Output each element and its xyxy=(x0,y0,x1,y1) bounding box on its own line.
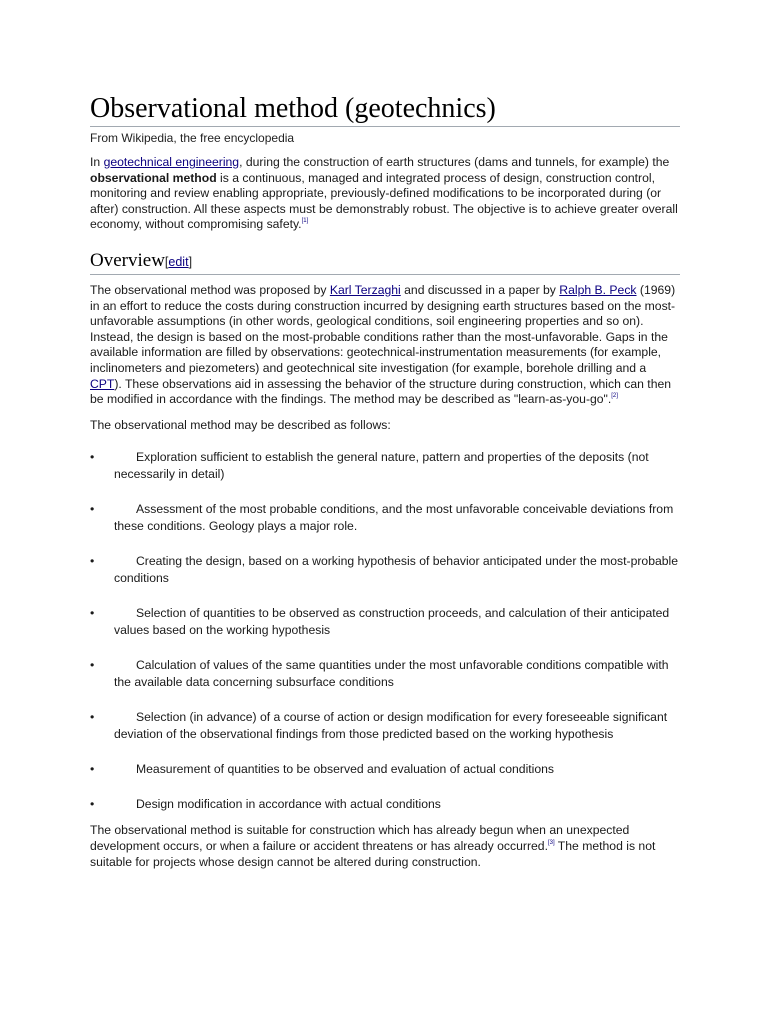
list-item-text: Exploration sufficient to establish the general nature, pattern and properties of the deposits (not necessarily in detail) xyxy=(114,450,649,482)
list-item-text: Design modification in accordance with actual conditions xyxy=(136,797,441,812)
overview-text-1: The observational method was proposed by xyxy=(90,282,330,297)
overview-text-2: and discussed in a paper by xyxy=(400,282,560,297)
overview-text-4: ). These observations aid in assessing the behavior of the structure during construction, which can then be modified in accordance with the findings. The method may be described as "learn-as-you-go". xyxy=(90,376,672,407)
list-item-text: Creating the design, based on a working hypothesis of behavior anticipated under the most-probable conditions xyxy=(114,554,679,586)
list-item-text: Assessment of the most probable conditions, and the most unfavorable conceivable deviations from these conditions. Geology plays a major role. xyxy=(114,502,674,534)
list-item xyxy=(90,761,680,778)
closing-paragraph xyxy=(90,823,680,870)
list-item xyxy=(90,553,680,587)
link-karl-terzaghi[interactable]: Karl Terzaghi xyxy=(329,282,401,297)
edit-link[interactable]: edit xyxy=(168,254,189,269)
bullet-icon: • xyxy=(90,762,95,777)
list-item-text: Calculation of values of the same quantities under the most unfavorable conditions compatible with the available data concerning subsurface conditions xyxy=(114,658,669,690)
bullet-icon: • xyxy=(90,710,95,725)
intro-text-2: , during the construction of earth structures (dams and tunnels, for example) the xyxy=(239,155,670,169)
intro-paragraph xyxy=(90,155,680,233)
steps-list xyxy=(90,449,680,813)
list-item xyxy=(90,449,680,483)
overview-text-3: (1969) in an effort to reduce the costs during construction incurred by designing earth structures based on the most-unfavorable assumptions (in other words, geological conditions, soil engineering properties and so on). Instead, the design is based on the most-probable conditions rather than the most-unfavorable. Gaps in the available information are filled by observations: geotechnical-instrumentation measurements (for example, inclinometers and piezometers) and geotechnical site investigation (for example, borehole drilling and a xyxy=(90,282,676,375)
tagline: From Wikipedia, the free encyclopedia xyxy=(90,131,295,145)
edit-link-wrapper xyxy=(165,255,192,269)
list-item-text: Measurement of quantities to be observed and evaluation of actual conditions xyxy=(136,762,555,777)
edit-bracket-open: [ xyxy=(164,254,169,269)
section-heading-overview xyxy=(90,249,680,275)
bullet-icon: • xyxy=(90,502,95,517)
article xyxy=(90,92,680,870)
intro-bold-term: observational method xyxy=(90,170,217,185)
list-item-text: Selection of quantities to be observed as construction proceeds, and calculation of their anticipated values based on the working hypothesis xyxy=(114,606,670,638)
page-title: Observational method (geotechnics) xyxy=(90,92,680,127)
bullet-icon: • xyxy=(90,658,95,673)
list-item xyxy=(90,796,680,813)
bullet-icon: • xyxy=(90,450,95,465)
closing-text-1: The observational method is suitable for construction which has already begun when an unexpected development occurs, or when a failure or accident threatens or has already occurred. xyxy=(90,823,630,853)
reference-2[interactable]: [2] xyxy=(611,393,618,400)
bullet-icon: • xyxy=(90,606,95,621)
list-item xyxy=(90,501,680,535)
list-item xyxy=(90,605,680,639)
list-item xyxy=(90,709,680,743)
bullet-icon: • xyxy=(90,554,95,569)
steps-intro: The observational method may be described as follows: xyxy=(90,417,391,432)
bullet-icon: • xyxy=(90,797,95,812)
list-item-text: Selection (in advance) of a course of action or design modification for every foreseeable significant deviation of the observational findings from those predicted based on the working hypothesis xyxy=(114,710,668,742)
overview-paragraph xyxy=(90,283,680,408)
link-cpt[interactable]: CPT xyxy=(90,376,115,391)
reference-1[interactable]: [1] xyxy=(301,218,309,225)
closing-text-2: The method is not suitable for projects whose design cannot be altered during construction. xyxy=(90,838,656,869)
section-title: Overview xyxy=(90,249,165,271)
edit-bracket-close: ] xyxy=(188,254,193,269)
link-ralph-peck[interactable]: Ralph B. Peck xyxy=(559,282,637,297)
reference-3[interactable]: [3] xyxy=(547,839,555,846)
list-item xyxy=(90,657,680,691)
intro-text-3: is a continuous, managed and integrated process of design, construction control, monitoring and review enabling appropriate, previously-defined modifications to be incorporated during (or after) construction. All these aspects must be demonstrably robust. The objective is to achieve greater overall economy, without compromising safety. xyxy=(90,170,678,232)
link-geotechnical-engineering[interactable]: geotechnical engineering xyxy=(103,155,240,169)
intro-text-1: In xyxy=(90,155,104,169)
